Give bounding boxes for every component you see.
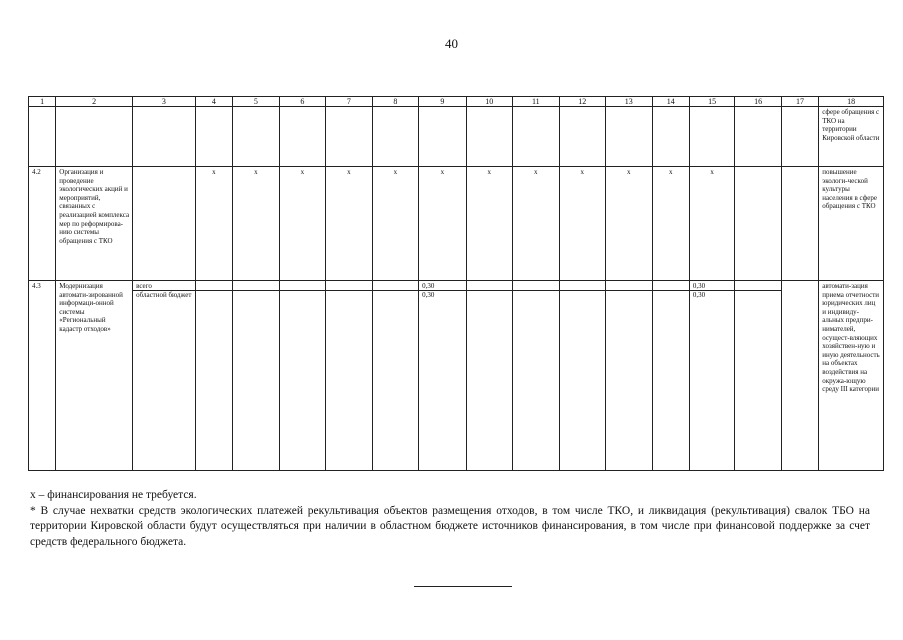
result-4-2: повышение экологи-ческой культуры населения в сфере обращения с ТКО — [819, 167, 884, 281]
bottom-divider — [414, 586, 512, 587]
col-header-17: 17 — [781, 97, 818, 107]
col9-total: 0,30 — [419, 282, 466, 291]
table-row-4-2 — [29, 167, 884, 281]
activity-name: Организация и проведение экологических акций и мероприятий, связанных с реализацией комплекса мер по реформирова-нию системы обращения с ТКО — [56, 167, 133, 281]
col-header-3: 3 — [133, 97, 196, 107]
source-regional-budget: областной бюджет — [136, 291, 192, 299]
not-required-mark: х — [559, 167, 605, 281]
row-number: 4.2 — [29, 167, 56, 281]
not-required-mark: х — [513, 167, 559, 281]
column-number-row — [29, 97, 884, 107]
table-row-4-3 — [29, 281, 884, 471]
col-header-8: 8 — [372, 97, 418, 107]
col-header-1: 1 — [29, 97, 56, 107]
col15-regional: 0,30 — [692, 291, 706, 299]
col-header-10: 10 — [466, 97, 512, 107]
col-header-5: 5 — [233, 97, 279, 107]
not-required-mark: х — [372, 167, 418, 281]
source-total: всего — [133, 282, 195, 291]
col-header-2: 2 — [56, 97, 133, 107]
col-header-12: 12 — [559, 97, 605, 107]
col-header-16: 16 — [735, 97, 781, 107]
col-header-14: 14 — [652, 97, 689, 107]
footnote-x: х – финансирования не требуется. — [30, 489, 197, 501]
not-required-mark: х — [195, 167, 232, 281]
not-required-mark: х — [419, 167, 467, 281]
col-header-18: 18 — [819, 97, 884, 107]
not-required-mark: х — [279, 167, 325, 281]
not-required-mark: х — [689, 167, 734, 281]
col-header-7: 7 — [326, 97, 372, 107]
col-header-13: 13 — [606, 97, 652, 107]
result-continuation: сфере обращения с ТКО на территории Кировской области — [819, 107, 884, 167]
footnote-star: * В случае нехватки средств экологических платежей рекультивация объектов размещения отходов, в том числе ТКО, и ликвидация (рекультивация) свалок ТБО на территории Кировской области будут осуществляться при наличии в областном бюджете источников финансирования, в том числе при финансовой поддержке за счет средств федерального бюджета. — [30, 504, 870, 548]
result-4-3: автомати-зация приема отчетности юридических лиц и индивиду-альных предпри-нимателей, осущест-вляющих хозяйствен-ную и иную деятельность на объектах воздействия на окружа-ющую среду III категории — [819, 281, 884, 471]
col-header-11: 11 — [513, 97, 559, 107]
col15-total: 0,30 — [690, 282, 734, 291]
col-header-4: 4 — [195, 97, 232, 107]
footnotes — [30, 488, 870, 550]
row-number: 4.3 — [29, 281, 56, 471]
not-required-mark: х — [466, 167, 512, 281]
not-required-mark: х — [326, 167, 372, 281]
page-number: 40 — [445, 36, 458, 51]
col9-regional: 0,30 — [422, 291, 435, 299]
program-table — [28, 96, 884, 471]
not-required-mark: х — [606, 167, 652, 281]
col-header-6: 6 — [279, 97, 325, 107]
not-required-mark: х — [233, 167, 279, 281]
not-required-mark: х — [652, 167, 689, 281]
col-header-9: 9 — [419, 97, 467, 107]
table-row-continuation — [29, 107, 884, 167]
col-header-15: 15 — [689, 97, 734, 107]
activity-name: Модернизация автомати-зированной информаци-онной системы «Региональный кадастр отходов» — [56, 281, 133, 471]
